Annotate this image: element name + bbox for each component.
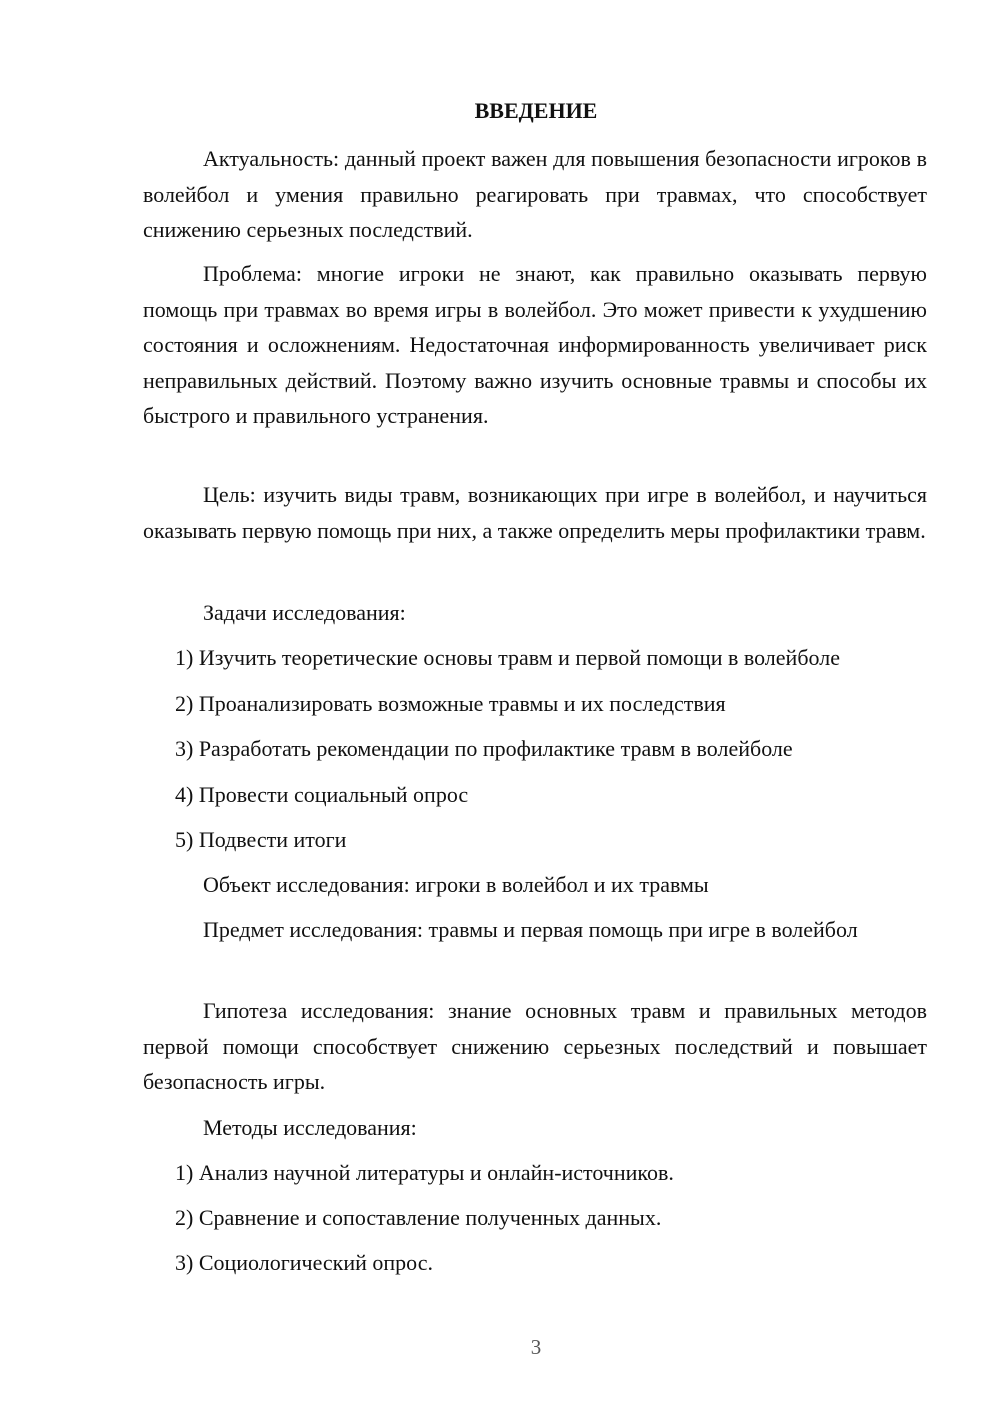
relevance-paragraph: Актуальность: данный проект важен для повышения безопасности игроков в волейбол и умения правильно реагировать при травмах, что способствует снижению серьезных последствий. — [143, 146, 927, 242]
task-item-5: 5) Подвести итоги — [175, 827, 347, 852]
task-item-2: 2) Проанализировать возможные травмы и их последствия — [175, 691, 726, 716]
subject-paragraph: Предмет исследования: травмы и первая помощь при игре в волейбол — [203, 917, 858, 942]
methods-heading: Методы исследования: — [203, 1115, 417, 1140]
task-item-3: 3) Разработать рекомендации по профилактике травм в волейболе — [175, 736, 793, 761]
page-number: 3 — [530, 1335, 542, 1359]
method-item-3: 3) Социологический опрос. — [175, 1250, 433, 1275]
page-title: ВВЕДЕНИЕ — [474, 98, 598, 123]
problem-paragraph: Проблема: многие игроки не знают, как правильно оказывать первую помощь при травмах во время игры в волейбол. Это может привести к ухудшению состояния и осложнениям. Недостаточная информированность увеличивает риск неправильных действий. Поэтому важно изучить основные травмы и способы их быстрого и правильного устранения. — [143, 261, 927, 428]
task-item-1: 1) Изучить теоретические основы травм и первой помощи в волейболе — [175, 645, 840, 670]
tasks-heading: Задачи исследования: — [203, 600, 406, 625]
hypothesis-paragraph: Гипотеза исследования: знание основных травм и правильных методов первой помощи способствует снижению серьезных последствий и повышает безопасность игры. — [143, 998, 927, 1094]
task-item-4: 4) Провести социальный опрос — [175, 782, 469, 807]
object-line: Объект исследования: игроки в волейбол и их травмы — [203, 872, 709, 897]
method-item-2: 2) Сравнение и сопоставление полученных данных. — [175, 1205, 662, 1230]
method-item-1: 1) Анализ научной литературы и онлайн-источников. — [175, 1160, 674, 1185]
goal-paragraph: Цель: изучить виды травм, возникающих при игре в волейбол, и научиться оказывать первую помощь при них, а также определить меры профилактики травм. — [143, 482, 927, 543]
